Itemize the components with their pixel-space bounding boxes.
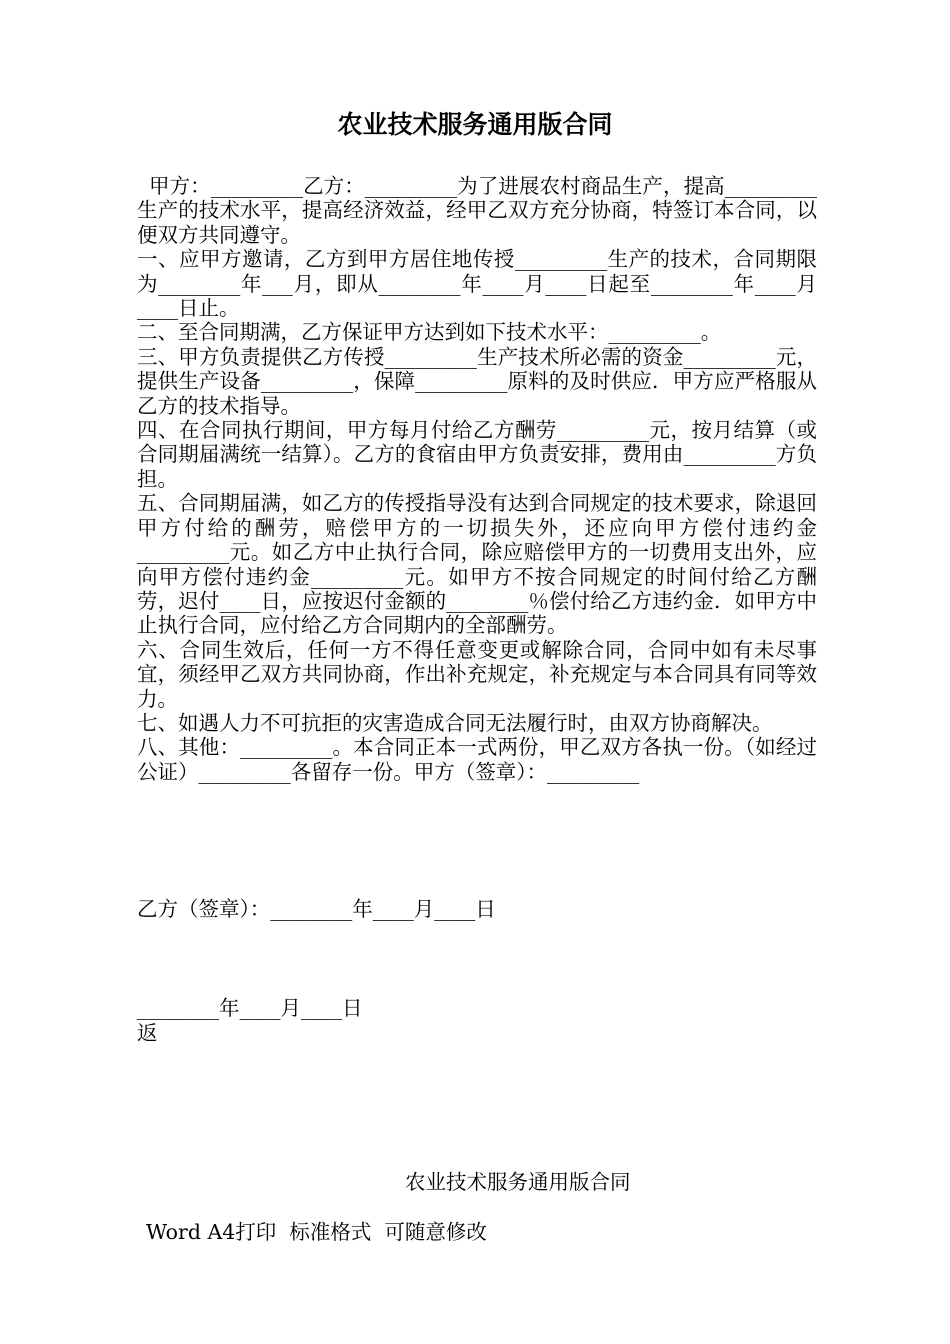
signature-party-b: 乙方（签章）：________年____月____日 bbox=[137, 897, 496, 921]
footer-title: 农业技术服务通用版合同 bbox=[405, 1170, 631, 1194]
clause-3: 三、甲方负责提供乙方传授_________生产技术所必需的资金_________元，提供生产设备_________，保障_________原料的及时供应．甲方应严格服从乙方的技术指导。 bbox=[137, 344, 817, 418]
clause-8: 八、其他：_________。本合同正本一式两份，甲乙双方各执一份。（如经过公证）_________各留存一份。甲方（签章）：_________ bbox=[137, 735, 817, 784]
clause-1: 一、应甲方邀请，乙方到甲方居住地传授_________生产的技术，合同期限为________年___月，即从________年____月____日起至________年____月____日止。 bbox=[137, 247, 817, 321]
intro-paragraph: 甲方：_________乙方：_________为了进展农村商品生产，提高_________生产的技术水平，提高经济效益，经甲乙双方充分协商，特签订本合同，以便双方共同遵守。 bbox=[137, 174, 817, 247]
document-title: 农业技术服务通用版合同 bbox=[337, 110, 613, 139]
date-line: ________年____月____日 bbox=[137, 996, 363, 1020]
clause-4: 四、在合同执行期间，甲方每月付给乙方酬劳_________元，按月结算（或合同期届满统一结算）。乙方的食宿由甲方负责安排，费用由_________方负担。 bbox=[137, 418, 817, 491]
clause-5: 五、合同期届满，如乙方的传授指导没有达到合同规定的技术要求，除退回甲方付给的酬劳，赔偿甲方的一切损失外，还应向甲方偿付违约金_________元。如乙方中止执行合同，除应赔偿甲方的一切费用支出外，应向甲方偿付违约金_________元。如甲方不按合同规定的时间付给乙方酬劳，迟付____日，应按迟付金额的________％偿付给乙方违约金．如甲方中止执行合同，应付给乙方合同期内的全部酬劳。 bbox=[137, 491, 817, 638]
contract-body bbox=[137, 174, 817, 784]
footer-note: Word A4打印 标准格式 可随意修改 bbox=[146, 1220, 487, 1244]
clause-7: 七、如遇人力不可抗拒的灾害造成合同无法履行时，由双方协商解决。 bbox=[137, 710, 773, 735]
clause-6: 六、合同生效后，任何一方不得任意变更或解除合同，合同中如有未尽事宜，须经甲乙双方共同协商，作出补充规定，补充规定与本合同具有同等效力。 bbox=[137, 637, 817, 711]
clause-2: 二、至合同期满，乙方保证甲方达到如下技术水平：_________。 bbox=[137, 320, 722, 345]
back-link[interactable]: 返 bbox=[137, 1021, 158, 1045]
